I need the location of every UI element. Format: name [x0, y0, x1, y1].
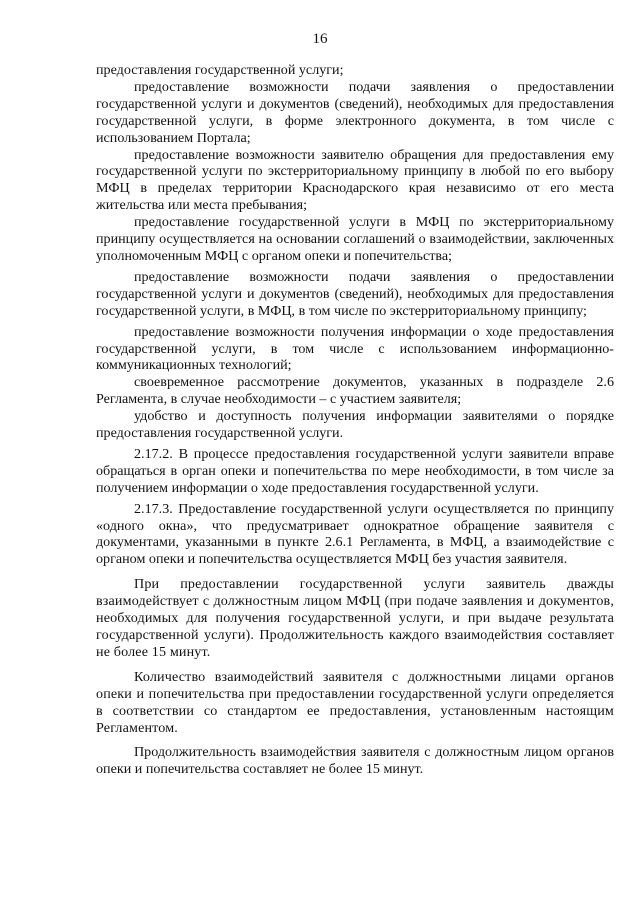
paragraph-progress-info: предоставление возможности получения информации о ходе предоставления государственной услуги, в том числе с использованием информационно-коммуникационных технологий;	[96, 323, 614, 374]
document-body	[96, 62, 614, 778]
paragraph-2-17-3: 2.17.3. Предоставление государственной услуги осуществляется по принципу «одного окна», что предусматривает однократное обращение заявителя с документами, указанными в пункте 2.6.1 Регламента, в МФЦ, а взаимодействие с органом опеки и попечительства осуществляется МФЦ без участия заявителя.	[96, 500, 614, 568]
page-number: 16	[312, 31, 328, 47]
paragraph-timely-review: своевременное рассмотрение документов, указанных в подразделе 2.6 Регламента, в случае необходимости – с участием заявителя;	[96, 374, 614, 408]
paragraph-mfc-filing: предоставление возможности подачи заявления о предоставлении государственной услуги и документов (сведений), необходимых для предоставления государственной услуги, в МФЦ, в том числе по экстерриториальному принципу;	[96, 268, 614, 319]
paragraph-extraterritorial-agreements: предоставление государственной услуги в МФЦ по экстерриториальному принципу осуществляется на основании соглашений о взаимодействии, заключенных уполномоченным МФЦ с органом опеки и попечительства;	[96, 214, 614, 264]
paragraph-extraterritorial-choice: предоставление возможности заявителю обращения для предоставления ему государственной услуги по экстерриториальному принципу в любой по его выбору МФЦ в пределах территории Краснодарского края независимо от его места жительства или места пребывания;	[96, 146, 614, 214]
paragraph-convenience: удобство и доступность получения информации заявителями о порядке предоставления государственной услуги.	[96, 408, 614, 442]
paragraph-interaction-count: Количество взаимодействий заявителя с должностными лицами органов опеки и попечительства при предоставлении государственной услуги определяется в соответствии со стандартом ее предоставления, установленным настоящим Регламентом.	[96, 668, 614, 736]
paragraph-2-17-2: 2.17.2. В процессе предоставления государственной услуги заявители вправе обращаться в орган опеки и попечительства по мере необходимости, в том числе за получением информации о ходе предоставления государственной услуги.	[96, 445, 614, 496]
paragraph-electronic-filing: предоставление возможности подачи заявления о предоставлении государственной услуги и документов (сведений), необходимых для предоставления государственной услуги, в форме электронного документа, в том числе с использованием Портала;	[96, 78, 614, 146]
paragraph-mfc-interactions: При предоставлении государственной услуги заявитель дважды взаимодействует с должностным лицом МФЦ (при подаче заявления и документов, необходимых для получения государственной услуги, и при выдаче результата государственной услуги). Продолжительность каждого взаимодействия составляет не более 15 минут.	[96, 576, 614, 660]
paragraph-interaction-duration: Продолжительность взаимодействия заявителя с должностным лицом органов опеки и попечительства составляет не более 15 минут.	[96, 744, 614, 778]
paragraph-continuation: предоставления государственной услуги;	[96, 62, 344, 78]
